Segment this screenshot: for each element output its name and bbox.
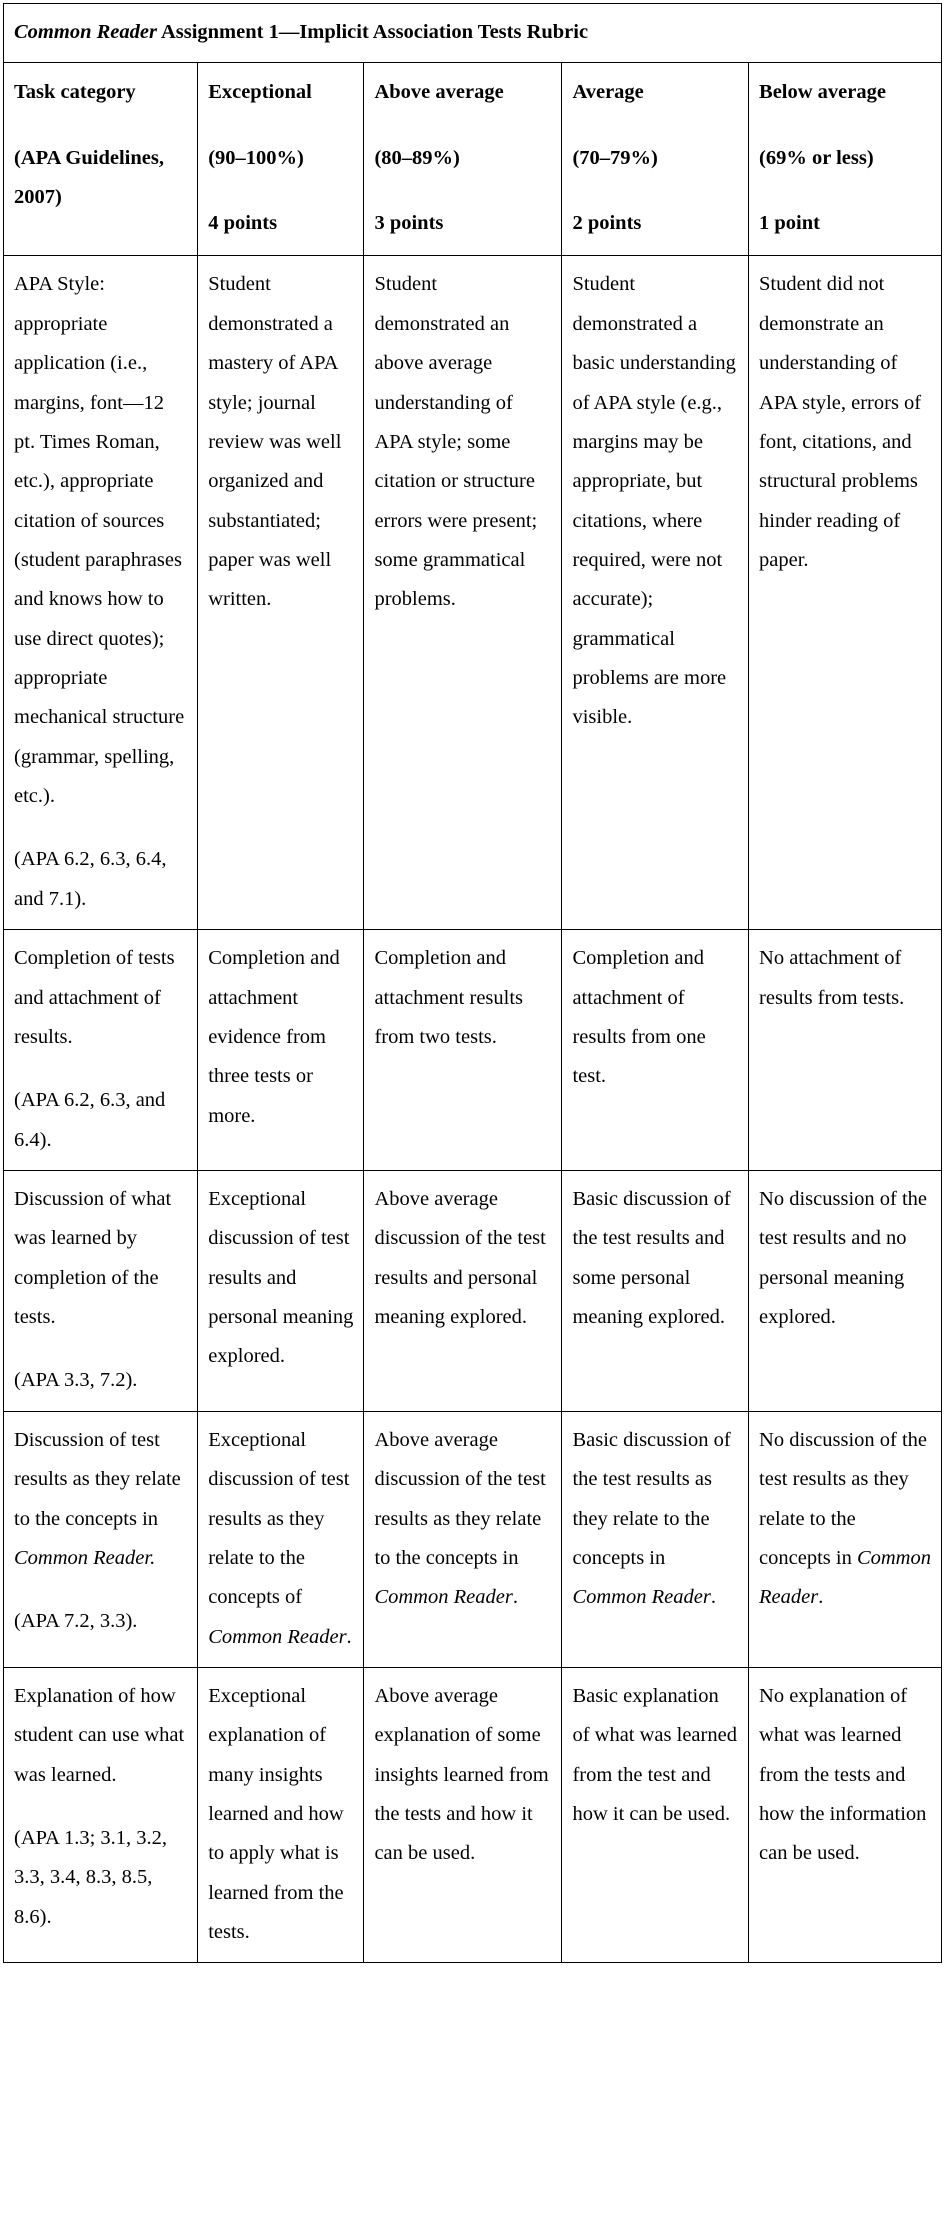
descriptor-text: No explanation of what was learned from the tests and how the information can be used. <box>759 1684 927 1865</box>
cell-above-average <box>364 1170 562 1411</box>
cell-average <box>562 930 749 1171</box>
descriptor-text: Basic explanation of what was learned from the test and how it can be used. <box>572 1684 737 1826</box>
cell-average <box>562 1170 749 1411</box>
header-points: 3 points <box>374 212 444 235</box>
cell-task-category <box>4 930 198 1171</box>
cell-below-average <box>749 1667 942 1963</box>
descriptor-text <box>208 1421 353 1657</box>
descriptor-post: . <box>512 1586 518 1609</box>
table-row <box>4 930 942 1171</box>
descriptor-italic: Common Reader <box>374 1586 513 1609</box>
cell-exceptional <box>198 1667 364 1963</box>
table-row <box>4 1170 942 1411</box>
cell-average <box>562 256 749 930</box>
criterion-text: Completion of tests and attachment of results. <box>14 947 175 1048</box>
table-row <box>4 1411 942 1667</box>
descriptor-text <box>759 1421 931 1618</box>
descriptor-italic: Common Reader <box>759 1546 931 1609</box>
descriptor-text: Completion and attachment evidence from three tests or more. <box>208 947 340 1127</box>
cell-average <box>562 1667 749 1963</box>
cell-exceptional <box>198 1411 364 1667</box>
descriptor-italic: Common Reader <box>208 1625 347 1648</box>
descriptor-post: . <box>818 1586 824 1609</box>
cell-task-category <box>4 1667 198 1963</box>
document-title <box>4 4 942 63</box>
header-label: Below average <box>759 81 886 104</box>
criterion-reference: (APA 6.2, 6.3, 6.4, and 7.1). <box>14 848 167 910</box>
criterion-reference: (APA 6.2, 6.3, and 6.4). <box>14 1089 166 1151</box>
header-detail: (69% or less) <box>759 146 874 169</box>
rubric-document <box>0 3 945 1963</box>
descriptor-text: Exceptional discussion of test results and personal meaning explored. <box>208 1187 354 1368</box>
header-points: 4 points <box>208 212 278 235</box>
header-detail: (80–89%) <box>374 146 460 169</box>
criterion-text: Explanation of how student can use what was learned. <box>14 1684 185 1786</box>
title-rest: Assignment 1—Implicit Association Tests Rubric <box>156 21 589 43</box>
criterion-reference: (APA 1.3; 3.1, 3.2, 3.3, 3.4, 8.3, 8.5, 8.6). <box>14 1827 168 1928</box>
criterion-text-pre: Discussion of test results as they relate to the concepts in <box>14 1428 181 1530</box>
descriptor-text <box>374 1421 551 1618</box>
descriptor-text: Student demonstrated a basic understanding of APA style (e.g., margins may be appropriate, but citations, where required, were not accurate); grammatical problems are more visible. <box>572 273 736 729</box>
cell-above-average <box>364 1667 562 1963</box>
table-row <box>4 1667 942 1963</box>
cell-task-category <box>4 1411 198 1667</box>
cell-below-average <box>749 256 942 930</box>
descriptor-text: Student demonstrated a mastery of APA style; journal review was well organized and substantiated; paper was well written. <box>208 273 342 611</box>
descriptor-post: . <box>346 1625 352 1648</box>
title-row <box>4 4 942 63</box>
criterion-reference: (APA 7.2, 3.3). <box>14 1610 138 1633</box>
descriptor-text: Above average explanation of some insights learned from the tests and how it can be used. <box>374 1684 549 1865</box>
header-label: Exceptional <box>208 81 312 104</box>
cell-task-category <box>4 1170 198 1411</box>
descriptor-text: Student did not demonstrate an understanding of APA style, errors of font, citations, and structural problems hinder reading of paper. <box>759 273 922 571</box>
header-label: Average <box>572 81 644 104</box>
descriptor-text <box>572 1421 738 1618</box>
header-detail: (70–79%) <box>572 146 658 169</box>
descriptor-text: Completion and attachment of results from one test. <box>572 947 706 1088</box>
column-header-task-category <box>4 63 198 256</box>
table-header-row <box>4 63 942 256</box>
header-points: 2 points <box>572 212 642 235</box>
criterion-text: Discussion of what was learned by completion of the tests. <box>14 1187 172 1329</box>
header-label: Task category <box>14 81 136 104</box>
header-detail: (90–100%) <box>208 146 304 169</box>
descriptor-post: . <box>710 1586 716 1609</box>
descriptor-text: Exceptional explanation of many insights learned and how to apply what is learned from the tests. <box>208 1684 344 1944</box>
descriptor-italic: Common Reader <box>572 1586 711 1609</box>
descriptor-text: Above average discussion of the test results and personal meaning explored. <box>374 1187 546 1329</box>
cell-exceptional <box>198 1170 364 1411</box>
header-points: 1 point <box>759 212 820 235</box>
cell-above-average <box>364 1411 562 1667</box>
descriptor-pre: Exceptional discussion of test results as they relate to the concepts of <box>208 1428 350 1609</box>
cell-above-average <box>364 256 562 930</box>
descriptor-pre: Basic discussion of the test results as they relate to the concepts in <box>572 1428 731 1569</box>
cell-below-average <box>749 930 942 1171</box>
cell-task-category <box>4 256 198 930</box>
criterion-text <box>14 1421 187 1578</box>
descriptor-text: No attachment of results from tests. <box>759 947 905 1009</box>
criterion-text: APA Style: appropriate application (i.e., margins, font—12 pt. Times Roman, etc.), appropriate citation of sources (student paraphrases and knows how to use direct quotes); appropriate mechanical structure (grammar, spelling, etc.). <box>14 273 185 808</box>
header-detail: (APA Guidelines, 2007) <box>14 146 164 209</box>
descriptor-text: Student demonstrated an above average understanding of APA style; some citation or structure errors were present; some grammatical problems. <box>374 273 538 611</box>
criterion-reference: (APA 3.3, 7.2). <box>14 1369 138 1392</box>
cell-exceptional <box>198 256 364 930</box>
cell-above-average <box>364 930 562 1171</box>
column-header-below-average <box>749 63 942 256</box>
title-italic: Common Reader <box>14 21 157 43</box>
cell-below-average <box>749 1170 942 1411</box>
cell-average <box>562 1411 749 1667</box>
rubric-table <box>3 3 942 1963</box>
cell-exceptional <box>198 930 364 1171</box>
column-header-average <box>562 63 749 256</box>
table-row <box>4 256 942 930</box>
descriptor-text: Completion and attachment results from two tests. <box>374 947 524 1048</box>
header-label: Above average <box>374 81 504 104</box>
descriptor-pre: No discussion of the test results as they relate to the concepts in <box>759 1428 928 1569</box>
cell-below-average <box>749 1411 942 1667</box>
descriptor-pre: Above average discussion of the test results as they relate to the concepts in <box>374 1428 546 1569</box>
descriptor-text: No discussion of the test results and no personal meaning explored. <box>759 1187 928 1329</box>
descriptor-text: Basic discussion of the test results and some personal meaning explored. <box>572 1187 731 1329</box>
column-header-exceptional <box>198 63 364 256</box>
column-header-above-average <box>364 63 562 256</box>
criterion-text-italic: Common Reader. <box>14 1546 156 1569</box>
